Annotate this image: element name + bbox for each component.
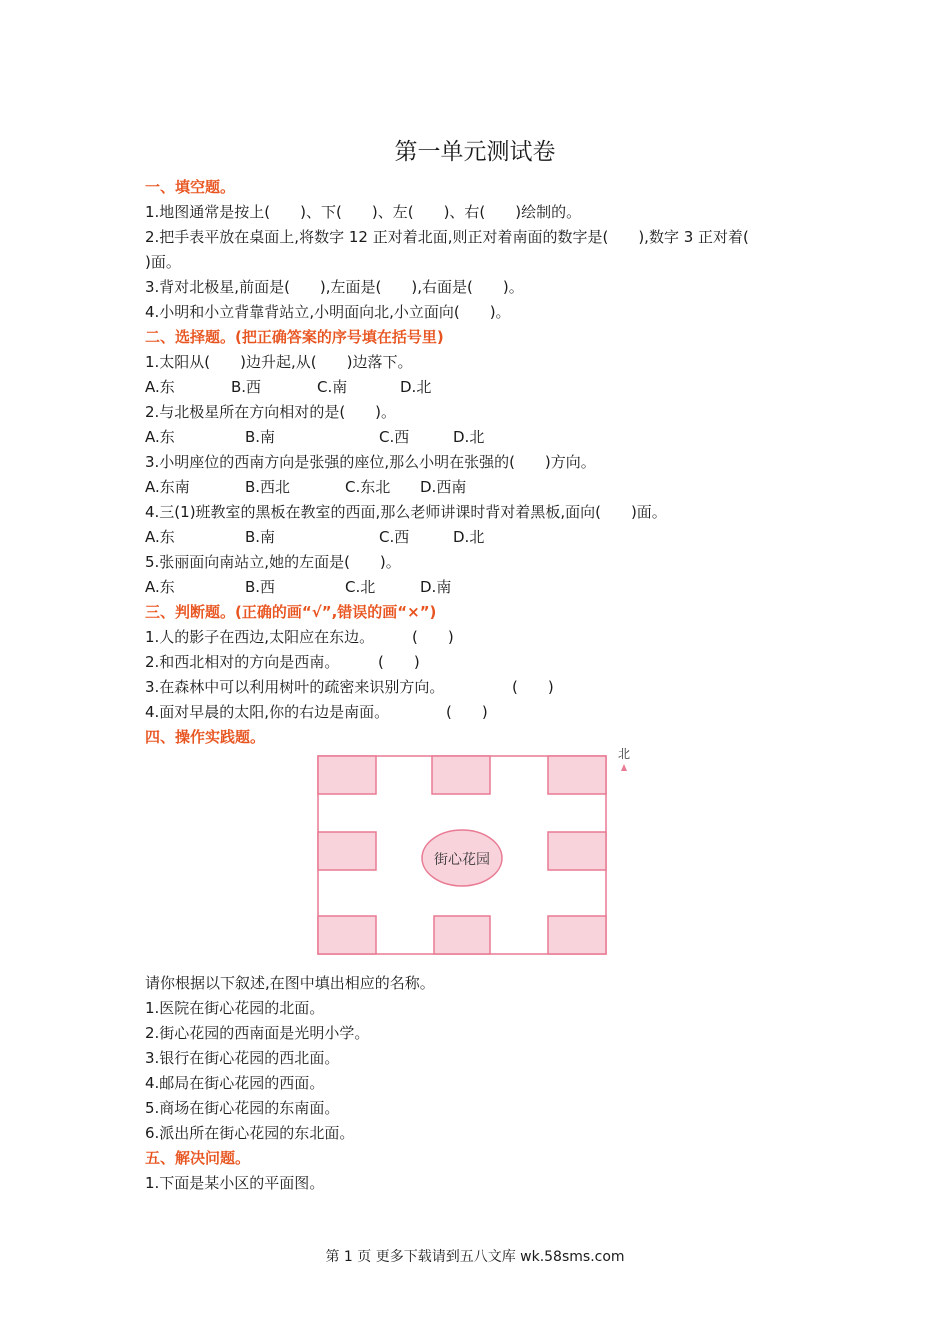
fill-question-2-line2: )面。: [145, 253, 181, 271]
answer-bracket: ( ): [446, 703, 488, 721]
choice-option: A.东: [145, 378, 175, 396]
fill-question-2-line1: 2.把手表平放在桌面上,将数字 12 正对着北面,则正对着南面的数字是( ),数字 3 正对着(: [145, 228, 749, 246]
choice-option: B.南: [245, 528, 276, 546]
map-item-5: 5.商场在街心花园的东南面。: [145, 1099, 340, 1117]
map-item-6: 6.派出所在街心花园的东北面。: [145, 1124, 355, 1142]
choice-option: C.西: [379, 428, 410, 446]
map-instructions: 请你根据以下叙述,在图中填出相应的名称。: [145, 974, 435, 992]
judge-question-2: 2.和西北相对的方向是西南。: [145, 653, 340, 671]
map-block-w: [318, 832, 376, 870]
choice-option: C.北: [345, 578, 376, 596]
choice-question-4: 4.三(1)班教室的黑板在教室的西面,那么老师讲课时背对着黑板,面向( )面。: [145, 503, 667, 521]
page-footer: 第 1 页 更多下载请到五八文库 wk.58sms.com: [325, 1249, 625, 1265]
section2-heading: 二、选择题。(把正确答案的序号填在括号里): [145, 328, 444, 346]
choice-option: D.南: [420, 578, 452, 596]
fill-question-4: 4.小明和小立背靠背站立,小明面向北,小立面向( )。: [145, 303, 511, 321]
map-block-sw: [318, 916, 376, 954]
street-garden-map: [316, 744, 640, 958]
section3-heading: 三、判断题。(正确的画“√”,错误的画“×”): [145, 603, 437, 621]
choice-option: B.西: [231, 378, 262, 396]
north-arrow-icon: [621, 764, 627, 771]
judge-question-1: 1.人的影子在西边,太阳应在东边。: [145, 628, 375, 646]
choice-question-5: 5.张丽面向南站立,她的左面是( )。: [145, 553, 401, 571]
map-block-s: [434, 916, 490, 954]
choice-option: A.东: [145, 528, 175, 546]
map-block-se: [548, 916, 606, 954]
map-block-n: [432, 756, 490, 794]
section1-heading: 一、填空题。: [145, 178, 236, 196]
answer-bracket: ( ): [512, 678, 554, 696]
choice-option: B.西: [245, 578, 276, 596]
judge-question-4: 4.面对早晨的太阳,你的右边是南面。: [145, 703, 390, 721]
choice-question-3: 3.小明座位的西南方向是张强的座位,那么小明在张强的( )方向。: [145, 453, 596, 471]
page-title: 第一单元测试卷: [394, 139, 556, 165]
section4-heading: 四、操作实践题。: [145, 728, 266, 746]
answer-bracket: ( ): [412, 628, 454, 646]
choice-question-2: 2.与北极星所在方向相对的是( )。: [145, 403, 397, 421]
fill-question-1: 1.地图通常是按上( )、下( )、左( )、右( )绘制的。: [145, 203, 582, 221]
section5-heading: 五、解决问题。: [145, 1149, 251, 1167]
choice-option: B.南: [245, 428, 276, 446]
choice-option: C.南: [317, 378, 348, 396]
map-item-1: 1.医院在街心花园的北面。: [145, 999, 325, 1017]
choice-question-1: 1.太阳从( )边升起,从( )边落下。: [145, 353, 413, 371]
map-item-3: 3.银行在街心花园的西北面。: [145, 1049, 340, 1067]
fill-question-3: 3.背对北极星,前面是( ),左面是( ),右面是( )。: [145, 278, 524, 296]
map-block-e: [548, 832, 606, 870]
choice-option: A.东南: [145, 478, 190, 496]
solve-question-1: 1.下面是某小区的平面图。: [145, 1174, 325, 1192]
choice-option: A.东: [145, 578, 175, 596]
map-block-nw: [318, 756, 376, 794]
choice-option: C.西: [379, 528, 410, 546]
garden-label: 街心花园: [434, 852, 490, 868]
map-block-ne: [548, 756, 606, 794]
choice-option: B.西北: [245, 478, 291, 496]
map-item-2: 2.街心花园的西南面是光明小学。: [145, 1024, 370, 1042]
map-item-4: 4.邮局在街心花园的西面。: [145, 1074, 325, 1092]
choice-option: D.北: [453, 428, 485, 446]
choice-option: C.东北: [345, 478, 391, 496]
answer-bracket: ( ): [378, 653, 420, 671]
choice-option: A.东: [145, 428, 175, 446]
north-label: 北: [617, 747, 631, 761]
judge-question-3: 3.在森林中可以利用树叶的疏密来识别方向。: [145, 678, 445, 696]
choice-option: D.西南: [420, 478, 467, 496]
choice-option: D.北: [453, 528, 485, 546]
choice-option: D.北: [400, 378, 432, 396]
